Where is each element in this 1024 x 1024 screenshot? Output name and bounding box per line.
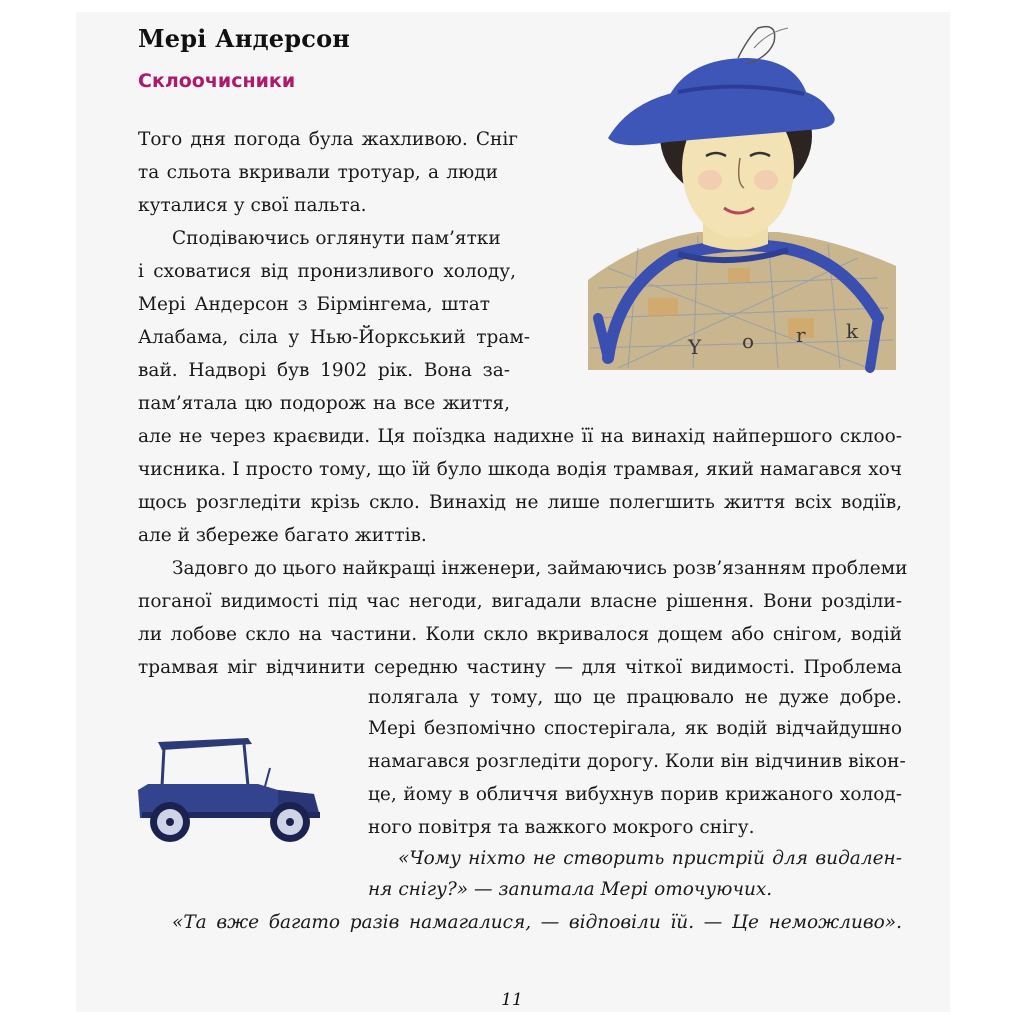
text-line: це, йому в обличчя вибухнув порив крижаного холод- <box>368 784 902 805</box>
text-line: полягала у тому, що це працювало не дуже добре. <box>368 687 902 708</box>
text-line: щось розгледіти крізь скло. Винахід не лише полегшить життя всіх водіїв, <box>138 492 902 513</box>
text-line: вай. Надворі був 1902 рік. Вона за- <box>138 360 510 381</box>
portrait-illustration <box>578 18 902 376</box>
text-line: Мері Андерсон з Бірмінгема, штат <box>138 294 490 315</box>
dialogue-line: «Чому ніхто не створить пристрій для видален- <box>398 848 902 869</box>
map-letter-y: Y <box>688 335 702 359</box>
text-line: ли лобове скло на частини. Коли скло вкривалося дощем або снігом, водій <box>138 624 902 645</box>
dialogue-line: «Та вже багато разів намагалися, — відповіли їй. — Це неможливо». <box>172 912 902 933</box>
text-line: Алабама, сіла у Нью-Йоркський трам- <box>138 327 530 348</box>
text-line: Мері безпомічно спостерігала, як водій відчайдушно <box>368 718 902 739</box>
page-number: 11 <box>501 990 523 1010</box>
text-line: чисника. І просто тому, що їй було шкода водія трамвая, який намагався хоч <box>138 459 902 480</box>
dialogue-line: ня снігу?» — запитала Мері оточуючих. <box>368 879 773 900</box>
text-line: та сльота вкривали тротуар, а люди <box>138 162 498 183</box>
map-letter-o: o <box>742 329 755 353</box>
map-letter-r: r <box>796 323 806 347</box>
text-line: Сподіваючись оглянути пам’ятки <box>172 228 501 249</box>
section-subtitle: Склоочисники <box>138 70 296 92</box>
front-wheel <box>270 802 310 842</box>
vintage-car-illustration <box>128 728 328 846</box>
text-line: поганої видимості під час негоди, вигадали власне рішення. Вони розділи- <box>138 591 902 612</box>
text-line: намагався розгледіти дорогу. Коли він відчинив вікон- <box>368 751 906 772</box>
text-line: Того дня погода була жахливою. Сніг <box>138 129 518 150</box>
text-line: трамвая міг відчинити середню частину — для чіткої видимості. Проблема <box>138 657 902 678</box>
map-letter-k: k <box>846 319 859 343</box>
text-line: Задовго до цього найкращі інженери, займаючись розв’язанням проблеми <box>172 558 908 579</box>
text-line: ного повітря та важкого мокрого снігу. <box>368 817 755 838</box>
text-line: але не через краєвиди. Ця поїздка надихне її на винахід найпершого склоо- <box>138 426 902 447</box>
text-line: але й збереже багато життів. <box>138 525 427 546</box>
rear-wheel <box>150 802 190 842</box>
text-line: куталися у свої пальта. <box>138 195 367 216</box>
page-title: Мері Андерсон <box>138 24 351 53</box>
text-line: і сховатися від пронизливого холоду, <box>138 261 516 282</box>
text-line: пам’ятала цю подорож на все життя, <box>138 393 510 414</box>
